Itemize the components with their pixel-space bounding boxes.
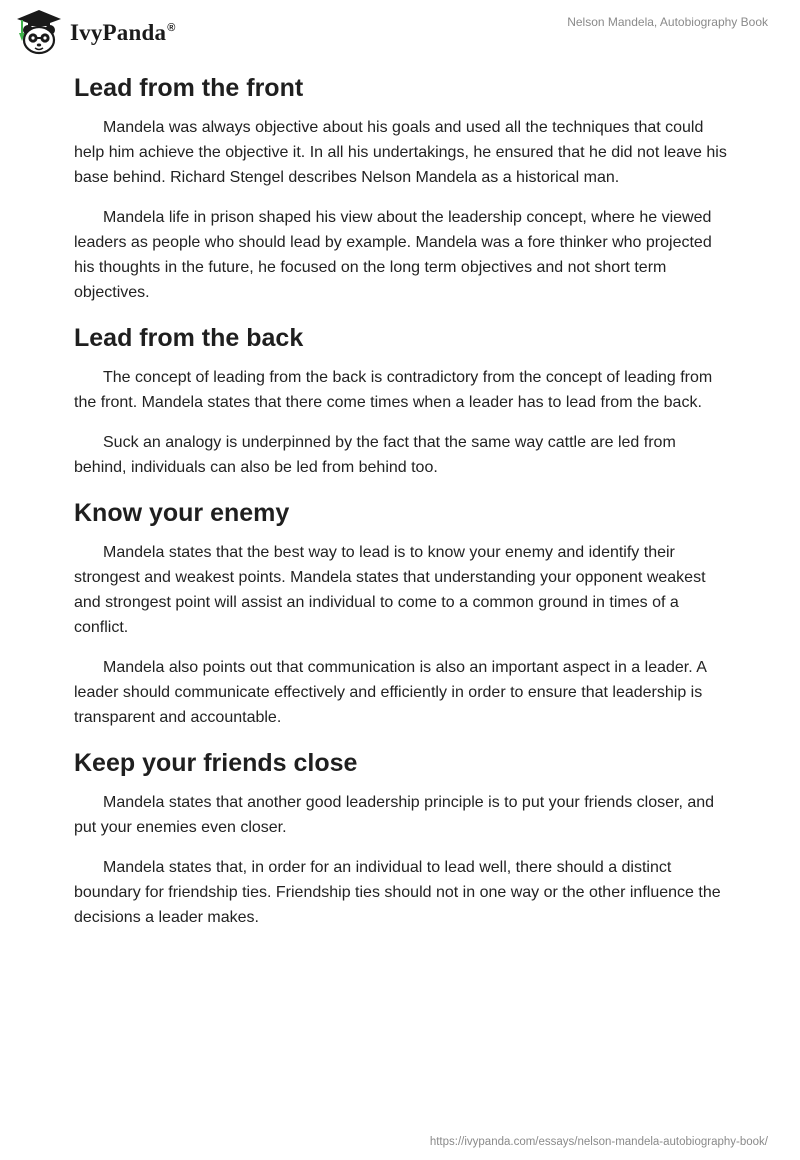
- section-heading: Keep your friends close: [74, 749, 358, 777]
- source-url[interactable]: https://ivypanda.com/essays/nelson-mandela-autobiography-book/: [429, 1136, 768, 1148]
- panda-graduate-logo-icon: [14, 8, 64, 56]
- page-header: [0, 0, 800, 66]
- paragraph: Mandela states that, in order for an individual to lead well, there should a distinct boundary for friendship ties. Friendship ties should not in one way or the other influence the decisions a leader makes.: [74, 859, 721, 926]
- paragraph: Mandela states that another good leadership principle is to put your friends closer, and put your enemies even closer.: [74, 794, 715, 836]
- section-keep-friends-close: [74, 745, 730, 930]
- registered-mark: ®: [167, 22, 176, 35]
- document-title: Nelson Mandela, Autobiography Book: [567, 15, 768, 29]
- section-heading: Know your enemy: [74, 499, 290, 527]
- paragraph: Mandela life in prison shaped his view about the leadership concept, where he viewed leaders as people who should lead by example. Mandela was a fore thinker who projected his thoughts in the future, he focused on the long term objectives and not short term objectives.: [74, 209, 712, 301]
- section-know-your-enemy: [74, 495, 730, 730]
- essay-content: [74, 70, 730, 945]
- brand-logo[interactable]: [14, 8, 176, 56]
- paragraph: Suck an analogy is underpinned by the fact that the same way cattle are led from behind, individuals can also be led from behind too.: [74, 434, 676, 476]
- paragraph: Mandela states that the best way to lead is to know your enemy and identify their strongest and weakest points. Mandela states that understanding your opponent weakest and strongest point will assist an individual to come to a common ground in times of a conflict.: [74, 544, 706, 636]
- section-lead-from-front: [74, 70, 730, 305]
- brand-name: IvyPanda®: [70, 20, 176, 45]
- paragraph: The concept of leading from the back is contradictory from the concept of leading from the front. Mandela states that there come times when a leader has to lead from the back.: [74, 369, 713, 411]
- paragraph: Mandela was always objective about his goals and used all the techniques that could help him achieve the objective it. In all his undertakings, he ensured that he did not leave his base behind. Richard Stengel describes Nelson Mandela as a historical man.: [74, 119, 727, 186]
- paragraph: Mandela also points out that communication is also an important aspect in a leader. A leader should communicate effectively and efficiently in order to ensure that leadership is transparent and accountable.: [74, 659, 707, 726]
- section-heading: Lead from the back: [74, 324, 304, 352]
- section-heading: Lead from the front: [74, 74, 304, 102]
- section-lead-from-back: [74, 320, 730, 480]
